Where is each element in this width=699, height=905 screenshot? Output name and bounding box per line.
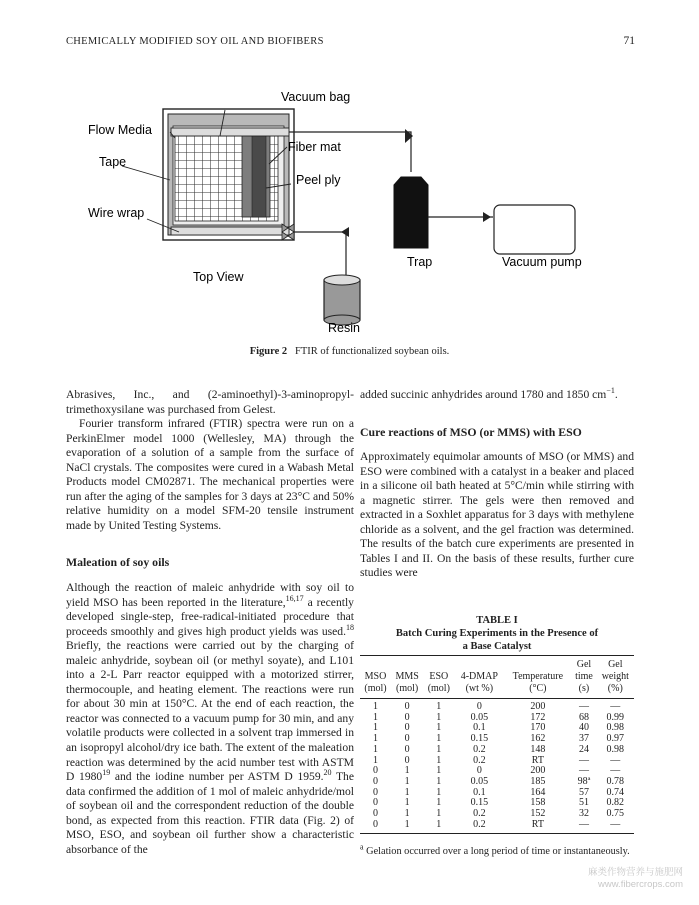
table-header-row bbox=[360, 656, 634, 699]
table-cell: 152 bbox=[530, 808, 546, 820]
left-column bbox=[66, 388, 354, 857]
table-cell: 0.05 bbox=[470, 775, 489, 787]
page-number: 71 bbox=[623, 35, 635, 47]
table-cell: 0 bbox=[360, 820, 391, 834]
resin-line bbox=[294, 232, 346, 277]
table-cell: 1 bbox=[372, 754, 378, 766]
table-cell: RT bbox=[531, 754, 544, 766]
table-cell: 0.97 bbox=[606, 733, 625, 745]
table-cell: 170 bbox=[530, 722, 546, 734]
table-cell: — bbox=[610, 765, 621, 777]
vacuum-pump bbox=[494, 205, 575, 254]
table-cell: 0.05 bbox=[470, 711, 489, 723]
table-cell: 40 bbox=[578, 722, 589, 734]
table-cell: 0.78 bbox=[606, 775, 625, 787]
paragraph: Although the reaction of maleic anhydride with soy oil to yield MSO has been reported in the literature,$^{16,17}$ a recently developed single-step, free-radical-initiated procedure that proceeds smoothly and gives high product yields was used.$^{18}$ Briefly, the reactions were carried out by the charging of maleic anhydride, soybean oil (or methyl soyate), and L101 into a 2-L Parr reactor equipped with a motorized stirrer, thermocouple, and heating element. The reactions were run for about 30 min at 150°C. At the end of each reaction, the reactor was connected to a vacuum pump for 30 min, and any volatile products were collected in a solvent trap immersed in an isopropyl alcohol/dry ice bath. The extent of the maleation reaction was determined by the acid number test with ASTM D 1980$^{19}$ and the iodine number per ASTM D 1959.20 The data confirmed the addition of 1 mol of maleic anhydride/mol of soybean oil and the correspondent reduction of the double bond, as expected from this reaction. FTIR data (Fig. 2) of MSO, ESO, and soybean oil further show a characteristic absorbance of the bbox=[66, 581, 354, 856]
table-cell: 1 bbox=[436, 786, 442, 798]
table-cell: 0 bbox=[372, 775, 378, 787]
table-row bbox=[360, 734, 634, 745]
label-vacuum-pump: Vacuum pump bbox=[502, 255, 582, 269]
table-row bbox=[360, 699, 634, 713]
table-cell: 51 bbox=[578, 797, 589, 809]
label-trap: Trap bbox=[407, 255, 433, 269]
table-footnote: $^a$ Gelation occurred over a long period of time or instantaneously. bbox=[360, 842, 630, 857]
table-row bbox=[360, 809, 634, 820]
table-cell: — bbox=[578, 765, 589, 777]
table-cell: 1 bbox=[436, 722, 442, 734]
table-cell: — bbox=[571, 820, 596, 834]
vacuum-infusion-diagram bbox=[66, 80, 646, 350]
table-column-header: ESO (mol) bbox=[423, 656, 454, 699]
table-column-header: MMS (mol) bbox=[391, 656, 423, 699]
table-cell: 0.2 bbox=[454, 820, 504, 834]
table-cell: 0.98 bbox=[606, 722, 625, 734]
table-cell: 57 bbox=[578, 786, 589, 798]
table-row bbox=[360, 745, 634, 756]
table-cell: 0.75 bbox=[606, 808, 625, 820]
table-body bbox=[360, 699, 634, 834]
table-cell: 0 bbox=[404, 711, 410, 723]
table-cell: 1 bbox=[404, 786, 410, 798]
vacuum-line-pipe bbox=[171, 128, 289, 136]
table-cell: — bbox=[578, 754, 589, 766]
table-cell: 0 bbox=[476, 765, 482, 777]
section-heading: Maleation of soy oils bbox=[66, 555, 170, 570]
label-resin: Resin bbox=[328, 321, 360, 335]
data-table bbox=[360, 655, 634, 834]
table-cell: 1 bbox=[423, 820, 454, 834]
table-cell: 1 bbox=[436, 765, 442, 777]
table-cell: 24 bbox=[578, 743, 589, 755]
table-cell: 1 bbox=[436, 797, 442, 809]
watermark: 麻类作物营养与施肥网 www.fibercrops.com bbox=[587, 867, 683, 890]
paragraph: Approximately equimolar amounts of MSO (or MMS) and ESO were combined with a catalyst in a beaker and placed in a silicone oil bath heated at 5°C/min while stirring with a magnetic stirrer. The gels were then removed and extracted in a Soxhlet apparatus for 3 days with methylene chloride as a solvent, and the gel fraction was determined. The results of the batch cure experiments are presented in Tables I and II. On the basis of these results, further cure studies were bbox=[360, 450, 634, 580]
table-column-header: Gel weight (%) bbox=[597, 656, 634, 699]
table-cell: 0.98 bbox=[606, 743, 625, 755]
table-cell: 200 bbox=[530, 765, 546, 777]
right-column bbox=[360, 388, 634, 581]
table-cell: 0 bbox=[404, 733, 410, 745]
table-cell: 37 bbox=[578, 733, 589, 745]
table-cell: 0 bbox=[404, 701, 410, 712]
table-row bbox=[360, 723, 634, 734]
table-row bbox=[360, 766, 634, 777]
table-cell: — bbox=[610, 701, 621, 712]
figure-caption-text: FTIR of functionalized soybean oils. bbox=[295, 346, 450, 357]
table-cell: 0.2 bbox=[473, 808, 486, 820]
table-cell: 0 bbox=[372, 797, 378, 809]
table-cell: 1 bbox=[404, 765, 410, 777]
table-title bbox=[360, 614, 634, 653]
table-cell: 0 bbox=[372, 808, 378, 820]
section-heading: Cure reactions of MSO (or MMS) with ESO bbox=[360, 424, 582, 439]
table-cell: 1 bbox=[391, 820, 423, 834]
table-cell: 1 bbox=[372, 711, 378, 723]
table-cell: 1 bbox=[372, 733, 378, 745]
table-cell: 0 bbox=[404, 754, 410, 766]
table-cell: 1 bbox=[436, 733, 442, 745]
table-cell: 1 bbox=[404, 775, 410, 787]
table-cell: 164 bbox=[530, 786, 546, 798]
table-cell: — bbox=[597, 820, 634, 834]
table-cell: 1 bbox=[404, 797, 410, 809]
running-title: CHEMICALLY MODIFIED SOY OIL AND BIOFIBERS bbox=[66, 36, 324, 47]
table-row bbox=[360, 756, 634, 767]
table-cell: 172 bbox=[530, 711, 546, 723]
table-cell: 68 bbox=[578, 711, 589, 723]
table-cell: 0 bbox=[404, 722, 410, 734]
resin-pot bbox=[324, 280, 360, 320]
table-row bbox=[360, 777, 634, 788]
table-row bbox=[360, 820, 634, 834]
table-cell: 185 bbox=[530, 775, 546, 787]
figure-caption bbox=[0, 346, 699, 357]
table-cell: 0.15 bbox=[470, 797, 489, 809]
table-cell: 0.2 bbox=[473, 743, 486, 755]
table-row bbox=[360, 788, 634, 799]
table-cell: 1 bbox=[372, 701, 378, 712]
table-cell: — bbox=[610, 754, 621, 766]
table-cell: 158 bbox=[530, 797, 546, 809]
table-cell: 0.15 bbox=[470, 733, 489, 745]
label-peel-ply: Peel ply bbox=[296, 173, 341, 187]
paragraph: Abrasives, Inc., and (2-aminoethyl)-3-aminopropyl-trimethoxysilane was purchased from Gelest. bbox=[66, 388, 354, 416]
table-column-header: Gel time (s) bbox=[571, 656, 596, 699]
table-cell: 32 bbox=[578, 808, 589, 820]
table-cell: 0.82 bbox=[606, 797, 625, 809]
table-cell: 0 bbox=[476, 701, 482, 712]
table-cell: 1 bbox=[372, 743, 378, 755]
table-cell: 1 bbox=[436, 754, 442, 766]
table-cell: 200 bbox=[530, 701, 546, 712]
table-label: TABLE I bbox=[476, 615, 518, 626]
table-cell: 0.1 bbox=[473, 786, 486, 798]
table-column-header: MSO (mol) bbox=[360, 656, 391, 699]
resin-line-pipe bbox=[171, 227, 289, 235]
figure-label: Figure 2 bbox=[249, 346, 288, 357]
table-cell: 1 bbox=[436, 701, 442, 712]
table-cell: 1 bbox=[436, 775, 442, 787]
paragraph: added succinic anhydrides around 1780 and 1850 $cm^{-1}$. bbox=[360, 386, 618, 401]
table-cell: 0.2 bbox=[473, 754, 486, 766]
table-row bbox=[360, 713, 634, 724]
table-cell: 0.1 bbox=[473, 722, 486, 734]
label-top-view: Top View bbox=[193, 270, 244, 284]
table-cell: 162 bbox=[530, 733, 546, 745]
table-cell: 1 bbox=[436, 808, 442, 820]
label-tape: Tape bbox=[99, 155, 127, 169]
table-column-header: 4-DMAP (wt %) bbox=[454, 656, 504, 699]
table-title-line: Batch Curing Experiments in the Presence of bbox=[395, 628, 599, 639]
label-wire-wrap: Wire wrap bbox=[88, 206, 145, 220]
label-vacuum-bag: Vacuum bag bbox=[281, 90, 351, 104]
table-cell: 0 bbox=[372, 765, 378, 777]
label-flow-media: Flow Media bbox=[88, 123, 152, 137]
table-cell: 1 bbox=[436, 711, 442, 723]
trap bbox=[394, 177, 428, 248]
paragraph: Fourier transform infrared (FTIR) spectra were run on a PerkinElmer model 1000 (Wellesley, MA) through the evaporation of a solution of a sample from the surface of NaCl crystals. The composites were cured in a Wabash Metal Products model CM02871. The mechanical properties were run after the aging of the samples for 3 days at 23°C and 50% relative humidity on a model SFM-20 tensile instrument made by United Testing Systems. bbox=[66, 417, 354, 532]
table-cell: 148 bbox=[530, 743, 546, 755]
table-cell: 0 bbox=[372, 786, 378, 798]
table-cell: 1 bbox=[404, 808, 410, 820]
table-cell: 0 bbox=[404, 743, 410, 755]
peel-ply bbox=[252, 134, 266, 217]
table-cell: 0.99 bbox=[606, 711, 625, 723]
table-cell: 98ª bbox=[577, 775, 591, 787]
label-fiber-mat: Fiber mat bbox=[288, 140, 341, 154]
table-column-header: Temperature (°C) bbox=[504, 656, 571, 699]
table-cell: 1 bbox=[436, 743, 442, 755]
table-cell: — bbox=[578, 701, 589, 712]
table-cell: RT bbox=[504, 820, 571, 834]
table-cell: 0.74 bbox=[606, 786, 625, 798]
table-row bbox=[360, 798, 634, 809]
table-cell: 1 bbox=[372, 722, 378, 734]
table-title-line: a Base Catalyst bbox=[462, 641, 532, 652]
